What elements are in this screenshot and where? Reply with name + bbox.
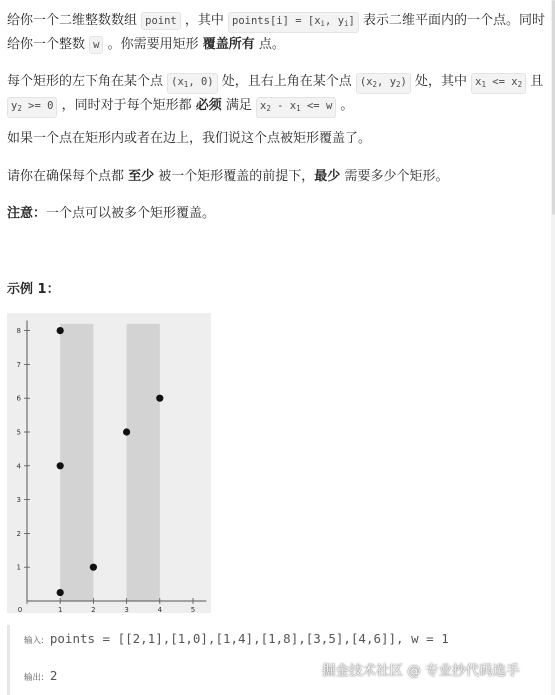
example-block-bar [7, 625, 10, 695]
y-tick-label-3: 3 [16, 496, 21, 505]
text: 表示二维平面内的一个点。同时给你一个整数 [7, 13, 545, 52]
text: 处，且右上角在某个点 [217, 74, 356, 89]
text: 给你一个二维整数数组 [7, 13, 142, 28]
code-point: point [141, 12, 181, 30]
data-point-5 [123, 428, 130, 435]
y-tick-label-4: 4 [16, 462, 21, 471]
x-tick-label-1: 1 [57, 606, 63, 613]
code-x1-le-x2: $x_1 <= x_2$ [471, 73, 526, 94]
data-point-2 [57, 462, 64, 469]
code-y2-ge-0: $y_2 >= 0$ [7, 97, 57, 118]
y-tick-label-7: 7 [16, 360, 21, 369]
code-points-i: points[i] = [$x_i$, $y_i$] [228, 12, 359, 33]
x-tick-label-5: 5 [190, 606, 196, 613]
text: 请你在确保每个点都 [7, 169, 129, 184]
text: ，其中 [180, 13, 229, 28]
text: 每个矩形的左下角在某个点 [7, 74, 168, 89]
figure-background [7, 313, 211, 613]
note-paragraph [7, 202, 547, 225]
y-tick-label-2: 2 [16, 529, 21, 538]
text: 且 [526, 74, 544, 89]
code-bottom-left: ($x_1$, 0) [167, 73, 217, 94]
code-width-constraint: $x_2 - x_1 <= w$ [256, 97, 336, 118]
text: 满足 [221, 98, 256, 113]
example-title: 示例 1： [7, 282, 60, 297]
problem-paragraph-1 [7, 9, 547, 56]
text: ，同时对于每个矩形都 [57, 98, 196, 113]
problem-paragraph-4 [7, 165, 547, 188]
input-label: 输入: [24, 636, 44, 646]
bold-text: 至少 [128, 169, 155, 184]
bold-text: 覆盖所有 [202, 37, 255, 52]
y-tick-label-6: 6 [16, 394, 21, 403]
bold-text: 必须 [195, 98, 222, 113]
note-text: 一个点可以被多个矩形覆盖。 [46, 206, 216, 221]
text: 需要多少个矩形。 [340, 169, 449, 184]
data-point-3 [57, 589, 64, 596]
example-figure [7, 313, 211, 613]
text: 点。 [254, 37, 285, 52]
input-value: points = [[2,1],[1,0],[1,4],[1,8],[3,5],[4,6]], w = 1 [49, 631, 449, 646]
code-w: w [89, 36, 103, 54]
text: 。 [336, 98, 354, 113]
problem-paragraph-2 [7, 70, 547, 118]
data-point-6 [156, 395, 163, 402]
output-value: 2 [49, 668, 58, 683]
text: 。你需要用矩形 [103, 37, 203, 52]
note-label: 注意： [7, 206, 47, 221]
y-tick-label-5: 5 [16, 428, 21, 437]
bold-text: 最少 [314, 169, 341, 184]
problem-paragraph-3: 如果一个点在矩形内或者在边上，我们说这个点被矩形覆盖了。 [7, 131, 372, 146]
example-output [24, 668, 57, 684]
text: 处，其中 [410, 74, 472, 89]
example-input [24, 631, 449, 647]
covering-rectangle-1 [60, 324, 93, 601]
covering-rectangle-2 [127, 324, 160, 601]
output-label: 输出: [24, 673, 44, 683]
data-point-4 [90, 564, 97, 571]
x-tick-label-3: 3 [124, 606, 129, 613]
x-tick-label-0: 0 [17, 606, 23, 613]
x-tick-label-4: 4 [157, 606, 163, 613]
x-tick-label-2: 2 [91, 606, 96, 613]
y-tick-label-8: 8 [16, 327, 21, 336]
watermark: 掘金技术社区 @ 专业抄代码选手 [322, 663, 520, 679]
data-point-1 [57, 327, 64, 334]
code-top-right: ($x_2$, $y_2$) [356, 73, 411, 94]
text: 被一个矩形覆盖的前提下， [154, 169, 315, 184]
y-tick-label-1: 1 [16, 563, 21, 572]
